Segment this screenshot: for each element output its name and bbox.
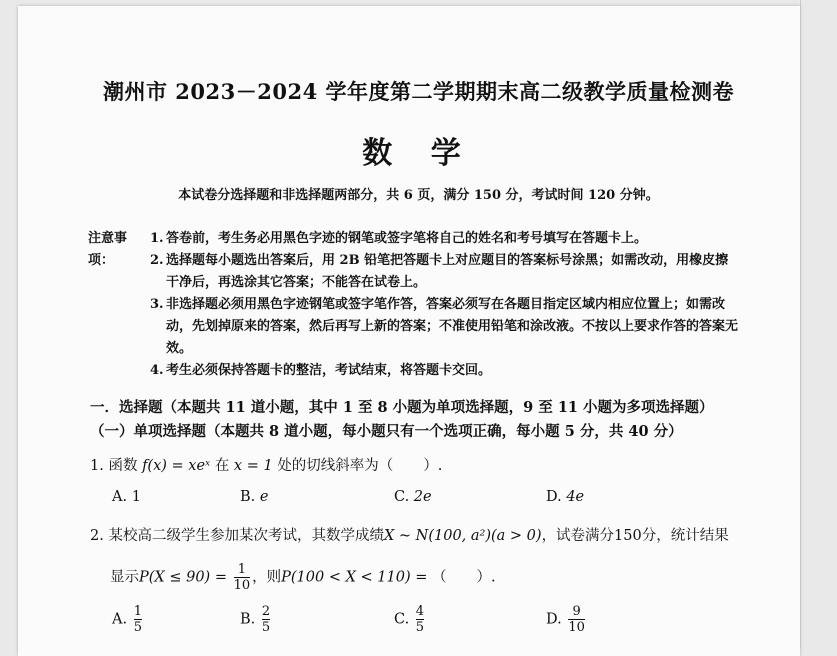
- note-text: 选择题每小题选出答案后，用 2B 铅笔把答题卡上对应题目的答案标号涂黑；如需改动，用橡皮擦干净后，再选涂其它答案；不能答在试卷上。: [166, 253, 729, 290]
- note-item: [150, 228, 738, 250]
- note-num: 2.: [150, 253, 164, 268]
- section-heading: 一．选择题（本题共 11 道小题，其中 1 至 8 小题为单项选择题，9 至 11 小题为多项选择题）: [90, 399, 714, 416]
- option-label: D.: [546, 611, 562, 628]
- question-2-line1: [90, 524, 729, 545]
- frac-den: 10: [233, 578, 251, 593]
- question-2-line2: [110, 562, 496, 593]
- q2-fraction: [234, 562, 251, 593]
- frac-den: 5: [415, 620, 425, 635]
- note-text: 非选择题必须用黑色字迹钢笔或签字笔作答，答案必须写在各题目指定区域内相应位置上；如需改动，先划掉原来的答案，然后再写上新的答案；不准使用铅笔和涂改液。不按以上要求作答的答案无效。: [166, 297, 739, 356]
- option-b[interactable]: [240, 604, 272, 635]
- option-a[interactable]: [112, 604, 144, 635]
- option-label: A.: [112, 611, 128, 628]
- option-value: 2e: [413, 489, 432, 505]
- q2-text-a: 某校高二级学生参加某次考试，其数学成绩: [108, 528, 384, 544]
- question-1: [90, 454, 442, 475]
- frac-num: 1: [237, 562, 246, 577]
- q2-text-d: ，则: [252, 569, 282, 586]
- q2-paren-open: （: [432, 569, 447, 586]
- frac-num: 9: [572, 604, 581, 619]
- option-label: C.: [394, 489, 410, 505]
- q2-prob1: P(X ≤ 90) =: [139, 569, 227, 586]
- q2-paren-close: ）.: [476, 569, 496, 586]
- q2-dist: X ~ N(100, a²)(a > 0): [383, 528, 542, 544]
- option-label: A.: [112, 489, 128, 505]
- q2-prob2: P(100 < X < 110) =: [281, 569, 428, 586]
- option-d[interactable]: [546, 489, 584, 505]
- note-item: [150, 250, 738, 294]
- q1-cond: x = 1: [233, 458, 273, 474]
- option-b[interactable]: [240, 489, 268, 505]
- note-num: 4.: [150, 363, 164, 378]
- q1-func: f(x) = xeˣ: [142, 458, 211, 474]
- note-text: 答卷前，考生务必用黑色字迹的钢笔或签字笔将自己的姓名和考号填写在答题卡上。: [166, 231, 648, 246]
- frac-den: 5: [133, 620, 142, 635]
- subsection-heading: （一）单项选择题（本题共 8 道小题，每小题只有一个选项正确，每小题 5 分，共 40 分）: [90, 423, 683, 440]
- frac-den: 10: [568, 620, 585, 635]
- option-label: C.: [394, 611, 410, 628]
- q1-mid: 在: [214, 458, 230, 474]
- note-item: [150, 294, 738, 360]
- frac-num: 4: [415, 604, 425, 619]
- option-value: e: [259, 489, 269, 505]
- note-text: 考生必须保持答题卡的整洁，考试结束，将答题卡交回。: [166, 363, 492, 378]
- frac-den: 5: [261, 620, 271, 635]
- q1-pre: 函数: [108, 458, 138, 474]
- frac-num: 1: [133, 604, 142, 619]
- option-d[interactable]: [546, 604, 587, 635]
- exam-title: 潮州市 2023－2024 学年度第二学期期末高二级教学质量检测卷: [102, 79, 734, 104]
- q1-end: ）.: [423, 458, 443, 474]
- q1-post: 处的切线斜率为（: [277, 458, 394, 474]
- note-num: 3.: [150, 297, 164, 312]
- option-label: B.: [240, 489, 256, 505]
- exam-subject: 数 学: [362, 136, 475, 171]
- q2-num: 2.: [90, 528, 104, 544]
- option-value: 1: [131, 489, 141, 505]
- q1-num: 1.: [90, 458, 104, 474]
- note-num: 1.: [150, 231, 164, 246]
- note-item: [150, 360, 738, 382]
- option-c[interactable]: [394, 604, 426, 635]
- option-label: D.: [546, 489, 562, 505]
- option-a[interactable]: [112, 489, 141, 505]
- option-label: B.: [240, 611, 256, 628]
- notes-label: 注意事项：: [88, 231, 128, 268]
- option-c[interactable]: [394, 489, 432, 505]
- notes-block: [88, 228, 738, 382]
- option-value: 4e: [566, 489, 585, 505]
- q2-text-c: 显示: [110, 569, 139, 586]
- q2-text-b: ，试卷满分150分，统计结果: [541, 528, 729, 544]
- exam-intro: 本试卷分选择题和非选择题两部分，共 6 页，满分 150 分，考试时间 120 分钟。: [178, 188, 659, 203]
- frac-num: 2: [261, 604, 271, 619]
